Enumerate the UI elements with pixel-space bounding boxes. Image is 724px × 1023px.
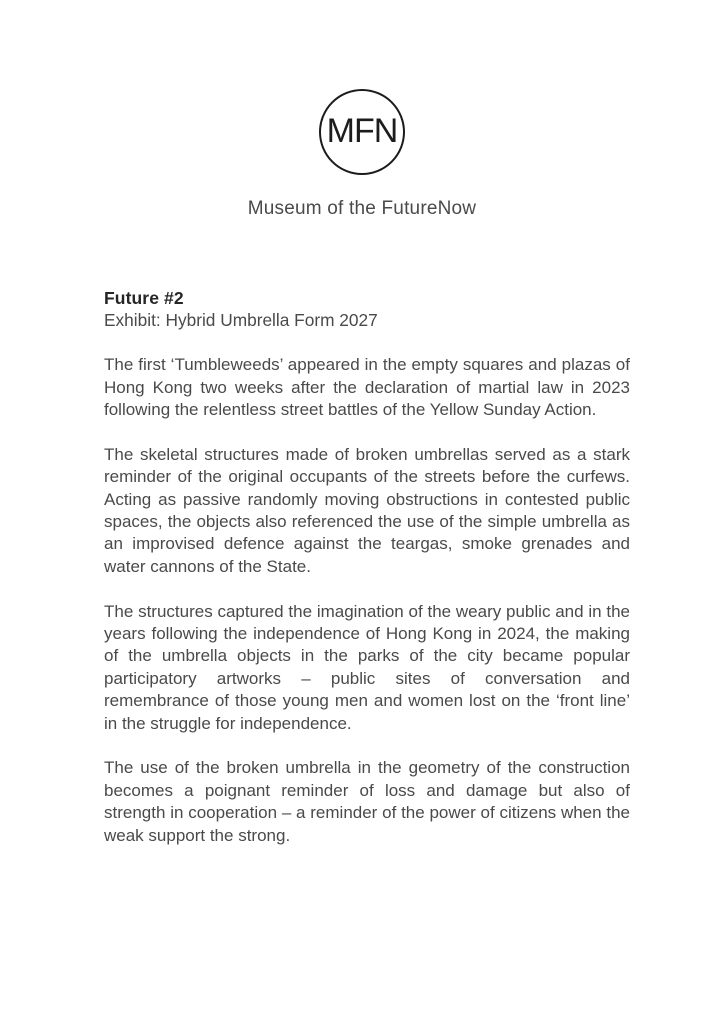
paragraph-2: The skeletal structures made of broken umbrellas served as a stark reminder of the original occupants of the streets before the curfews. Acting as passive randomly moving obstructions in contested public spaces, the objects also referenced the use of the simple umbrella as an improvised defence against the teargas, smoke grenades and water cannons of the State. — [104, 444, 630, 576]
article-subtitle: Exhibit: Hybrid Umbrella Form 2027 — [104, 310, 378, 331]
org-name: Museum of the FutureNow — [247, 198, 477, 219]
paragraph-1: The first ‘Tumbleweeds’ appeared in the empty squares and plazas of Hong Kong two weeks after the declaration of martial law in 2023 following the relentless street battles of the Yellow Sunday Action. — [104, 355, 630, 420]
paragraph-3: The structures captured the imagination of the weary public and in the years following the independence of Hong Kong in 2024, the making of the umbrella objects in the parks of the city became popular participatory artworks – public sites of conversation and remembrance of those young men and women lost on the ‘front line’ in the struggle for independence. — [104, 601, 630, 733]
article-title: Future #2 — [104, 288, 184, 308]
masthead — [0, 0, 724, 220]
logo-text: MFN — [326, 112, 398, 150]
article-body — [104, 287, 630, 847]
paragraph-4: The use of the broken umbrella in the geometry of the construction becomes a poignant reminder of loss and damage but also of strength in cooperation – a reminder of the power of citizens when the weak support the strong. — [104, 758, 630, 845]
mfn-logo-icon — [319, 89, 405, 175]
